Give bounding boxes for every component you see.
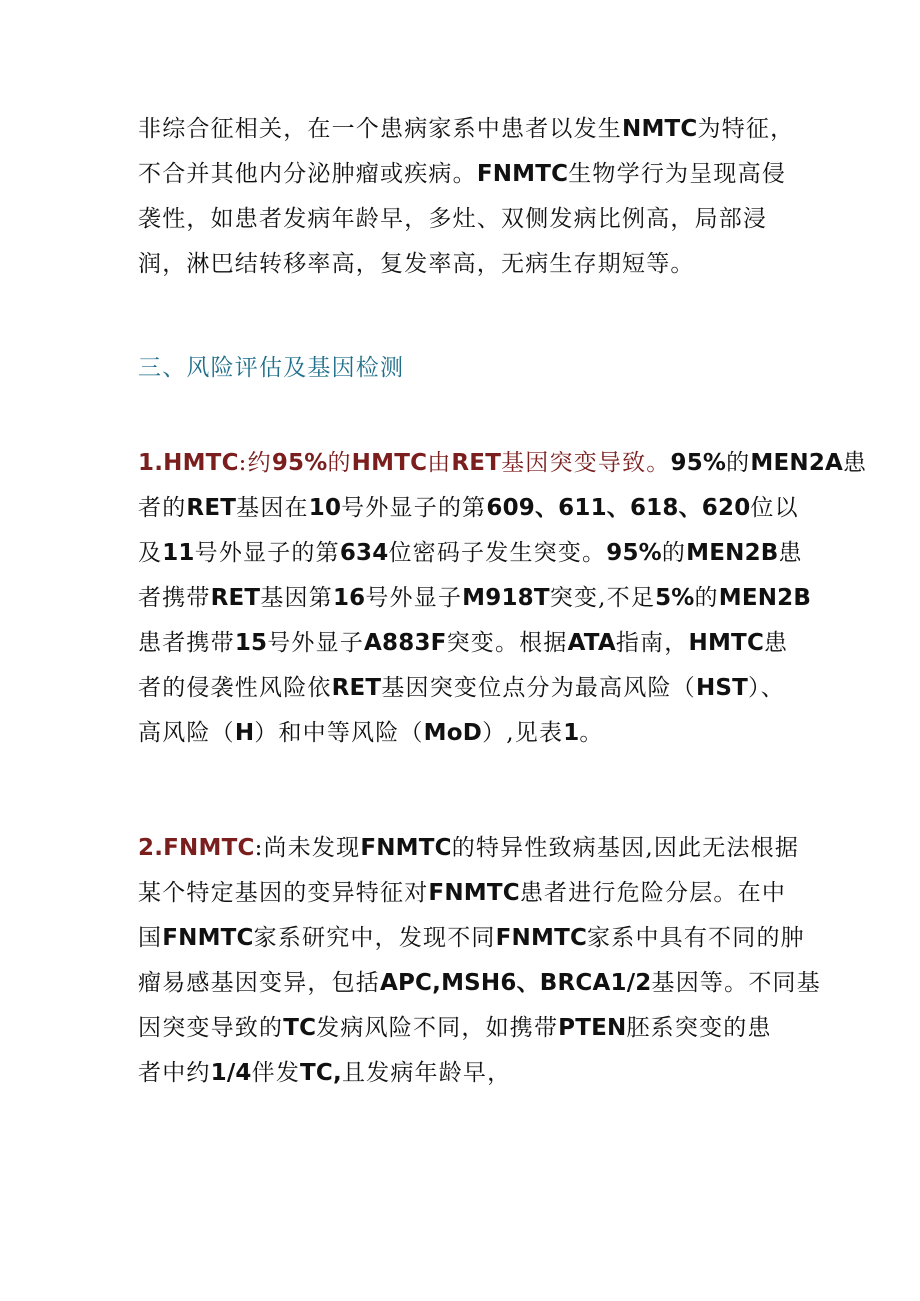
text-run: 者的侵袭性风险依 [138, 675, 332, 701]
text-run: 家系中具有不同的肿 [587, 925, 805, 951]
text-line [138, 486, 799, 531]
latin-run: 1 [563, 720, 580, 746]
text-line [138, 576, 812, 621]
text-run: 号外显子 [267, 630, 365, 656]
paragraph-hmtc [138, 441, 868, 756]
text-run: 发病风险不同，如携带 [316, 1015, 559, 1041]
text-run: 者中约 [138, 1060, 211, 1086]
latin-run: 95% [670, 450, 727, 476]
latin-run: 1/4 [210, 1060, 252, 1086]
text-run: 伴发 [251, 1060, 301, 1086]
paragraph-fnmtc-description [138, 107, 795, 287]
latin-run: M918T [462, 585, 550, 611]
text-line [138, 621, 788, 666]
text-run: 患 [764, 630, 789, 656]
text-run: 的 [327, 450, 352, 476]
latin-run: APC,MSH6、BRCA1/2 [380, 970, 652, 996]
text-run: 基因突变导致。 [501, 450, 671, 476]
latin-run: FNMTC [428, 880, 520, 906]
latin-run: MoD [423, 720, 483, 746]
text-line [138, 916, 805, 961]
latin-run: A883F [364, 630, 447, 656]
text-line [138, 531, 803, 576]
text-run: 指南， [615, 630, 689, 656]
latin-run: 95% [271, 450, 328, 476]
text-run: 基因等。不同基 [651, 970, 821, 996]
latin-run: HMTC [688, 630, 765, 656]
text-run: 胚系突变的患 [626, 1015, 772, 1041]
latin-run: H [234, 720, 255, 746]
text-run: 的 [661, 540, 687, 566]
text-run: 患 [843, 450, 868, 476]
text-line [138, 107, 795, 152]
text-run: 号外显子 [365, 585, 463, 611]
text-run: 基因在 [236, 495, 309, 521]
text-line [138, 711, 788, 756]
text-line [138, 666, 788, 711]
latin-run: MEN2B [718, 585, 812, 611]
text-run: 患者进行危险分层。在中 [519, 880, 787, 906]
latin-run: PTEN [558, 1015, 627, 1041]
text-line [138, 197, 788, 242]
text-run: 家系研究中，发现不同 [253, 925, 496, 951]
text-run: 基因突变位点分为最高风险（ [381, 675, 696, 701]
latin-run: FNMTC [495, 925, 588, 951]
text-line [138, 1051, 788, 1096]
text-run: 且发病年龄早， [341, 1060, 512, 1086]
latin-run: 16 [332, 585, 366, 611]
text-run: ）、 [748, 675, 785, 701]
text-run: 号外显子的第 [341, 495, 487, 521]
latin-run: RET [331, 675, 382, 701]
text-run: 不合并其他内分泌肿瘤或疾病。 [138, 161, 477, 187]
text-line [138, 242, 788, 287]
text-run: 患者携带 [138, 630, 235, 656]
latin-run: 609、611、618、620 [486, 495, 751, 521]
text-run: 者携带 [138, 585, 211, 611]
latin-run: FNMTC [162, 925, 254, 951]
text-run: 的特异性致病基因,因此无法根据 [451, 835, 800, 861]
text-run: 位密码子发生突变。 [388, 540, 607, 566]
text-run: 某个特定基因的变异特征对 [138, 880, 429, 906]
text-run: 。 [579, 720, 604, 746]
text-line [138, 961, 821, 1006]
text-run: :约 [238, 450, 272, 476]
latin-run: HST [695, 675, 749, 701]
latin-run: 634 [339, 540, 389, 566]
latin-run: 2.FNMTC [138, 835, 255, 861]
latin-run: MEN2B [686, 540, 779, 566]
text-run: 瘤易感基因变异，包括 [138, 970, 380, 996]
text-line [138, 1006, 788, 1051]
text-run: 国 [138, 925, 163, 951]
latin-run: TC, [300, 1060, 342, 1086]
latin-run: TC [283, 1015, 317, 1041]
latin-run: HMTC [351, 450, 428, 476]
text-run: 润，淋巴结转移率高，复发率高，无病生存期短等。 [138, 251, 695, 277]
latin-run: 5% [655, 585, 695, 611]
text-run: 的 [726, 450, 751, 476]
text-run: 者的 [138, 495, 187, 521]
latin-run: 10 [308, 495, 342, 521]
latin-run: 11 [162, 540, 195, 566]
text-run: 位以 [750, 495, 799, 521]
latin-run: 15 [234, 630, 268, 656]
paragraph-fnmtc-genes [138, 826, 821, 1096]
text-line [138, 152, 788, 197]
text-run: 号外显子的第 [194, 540, 340, 566]
section-heading: 三、风险评估及基因检测 [138, 355, 405, 381]
text-run: 患 [778, 540, 803, 566]
text-run: 为特征， [697, 116, 795, 142]
text-run: 突变。根据 [446, 630, 568, 656]
text-run: 高风险（ [138, 720, 235, 746]
text-line [138, 871, 788, 916]
text-line [138, 826, 800, 871]
text-run: 及 [138, 540, 163, 566]
text-run: 非综合征相关，在一个患病家系中患者以发生 [138, 116, 622, 142]
latin-run: 1.HMTC [138, 450, 239, 476]
text-line [138, 441, 868, 486]
latin-run: 95% [606, 540, 662, 566]
text-run: ）,见表 [482, 720, 564, 746]
text-run: 袭性，如患者发病年龄早，多灶、双侧发病比例高，局部浸 [138, 206, 768, 232]
text-run: 生物学行为呈现高侵 [568, 161, 787, 187]
text-run: ）和中等风险（ [254, 720, 424, 746]
latin-run: ATA [567, 630, 616, 656]
text-run: 的 [694, 585, 719, 611]
text-run: 由 [427, 450, 452, 476]
text-run: 基因第 [260, 585, 333, 611]
text-run: 突变,不足 [549, 585, 656, 611]
latin-run: MEN2A [750, 450, 844, 476]
text-run: :尚未发现 [254, 835, 361, 861]
latin-run: FNMTC [360, 835, 452, 861]
text-run: 因突变导致的 [138, 1015, 284, 1041]
latin-run: RET [451, 450, 502, 476]
latin-run: FNMTC [476, 161, 569, 187]
latin-run: NMTC [622, 116, 698, 142]
latin-run: RET [210, 585, 261, 611]
latin-run: RET [186, 495, 237, 521]
